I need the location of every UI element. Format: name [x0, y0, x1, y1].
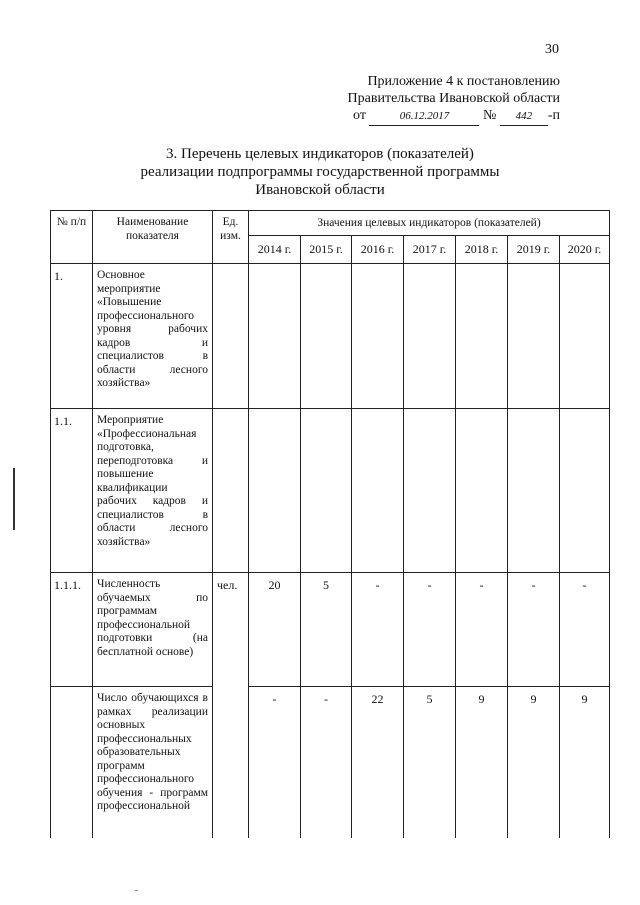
header-year: 2018 г. — [456, 236, 508, 264]
value-cell — [404, 409, 456, 573]
value-cell — [352, 409, 404, 573]
title-line-1: 3. Перечень целевых индикаторов (показателей) — [166, 146, 474, 162]
header-year: 2016 г. — [352, 236, 404, 264]
row-number: 1. — [51, 264, 93, 409]
header-year: 2017 г. — [404, 236, 456, 264]
row-number — [51, 687, 93, 839]
value-cell: 9 — [456, 687, 508, 839]
indicator-name: Число обучающихся в рамках реализации основных профессиональных образовательных программ профессионального обучения - программ профессиональной — [93, 687, 213, 839]
value-cell: - — [301, 687, 352, 839]
scan-speck — [135, 890, 138, 891]
header-year: 2020 г. — [560, 236, 610, 264]
unit-cell — [213, 264, 249, 409]
value-cell — [560, 264, 610, 409]
indicator-name: Мероприятие «Профессиональная подготовка, переподготовка и повышение квалификации рабочих кадров и специалистов в области лесного хозяйства» — [93, 409, 213, 573]
header-name: Наименование показателя — [93, 211, 213, 264]
value-cell — [508, 264, 560, 409]
indicator-name: Численность обучаемых по программам профессиональной подготовки (на бесплатной основе) — [93, 573, 213, 687]
page-number: 30 — [545, 42, 559, 57]
header-values: Значения целевых индикаторов (показателей) — [249, 211, 610, 236]
scan-margin-mark — [13, 468, 15, 530]
value-cell — [249, 409, 301, 573]
header-row-1 — [51, 211, 610, 236]
row-number: 1.1. — [51, 409, 93, 573]
value-cell: 9 — [560, 687, 610, 839]
value-cell — [301, 409, 352, 573]
appendix-header — [348, 73, 560, 126]
appendix-line-2: Правительства Ивановской области — [347, 91, 560, 106]
appendix-line-1: Приложение 4 к постановлению — [367, 74, 560, 89]
number-label: № — [482, 108, 497, 123]
number-suffix: -п — [547, 108, 560, 123]
value-cell: - — [249, 687, 301, 839]
header-num: № п/п — [51, 211, 93, 264]
header-year: 2014 г. — [249, 236, 301, 264]
header-year: 2019 г. — [508, 236, 560, 264]
value-cell: 20 — [249, 573, 301, 687]
value-cell: - — [352, 573, 404, 687]
value-cell — [301, 264, 352, 409]
value-cell: - — [404, 573, 456, 687]
title-line-2: реализации подпрограммы государственной программы — [140, 164, 500, 180]
header-unit: Ед. изм. — [213, 211, 249, 264]
value-cell — [249, 264, 301, 409]
from-label: от — [353, 108, 366, 123]
title-line-3: Ивановской области — [255, 182, 385, 198]
value-cell — [456, 264, 508, 409]
value-cell: 9 — [508, 687, 560, 839]
header-year: 2015 г. — [301, 236, 352, 264]
unit-cell: чел. — [213, 573, 249, 839]
value-cell: - — [560, 573, 610, 687]
row-number: 1.1.1. — [51, 573, 93, 687]
indicator-name: Основное мероприятие «Повышение профессионального уровня рабочих кадров и специалистов в области лесного хозяйства» — [93, 264, 213, 409]
value-cell: 22 — [352, 687, 404, 839]
indicators-table — [50, 210, 610, 838]
value-cell — [456, 409, 508, 573]
appendix-line-3 — [348, 107, 560, 126]
value-cell — [560, 409, 610, 573]
document-title — [0, 145, 640, 199]
value-cell: 5 — [404, 687, 456, 839]
table-row — [51, 687, 610, 839]
table-row — [51, 264, 610, 409]
table-row — [51, 409, 610, 573]
handwritten-date: 06.12.2017 — [369, 108, 479, 126]
handwritten-number: 442 — [500, 108, 548, 126]
value-cell — [352, 264, 404, 409]
value-cell: 5 — [301, 573, 352, 687]
table-row — [51, 573, 610, 687]
value-cell — [404, 264, 456, 409]
value-cell — [508, 409, 560, 573]
unit-cell — [213, 409, 249, 573]
value-cell: - — [456, 573, 508, 687]
value-cell: - — [508, 573, 560, 687]
